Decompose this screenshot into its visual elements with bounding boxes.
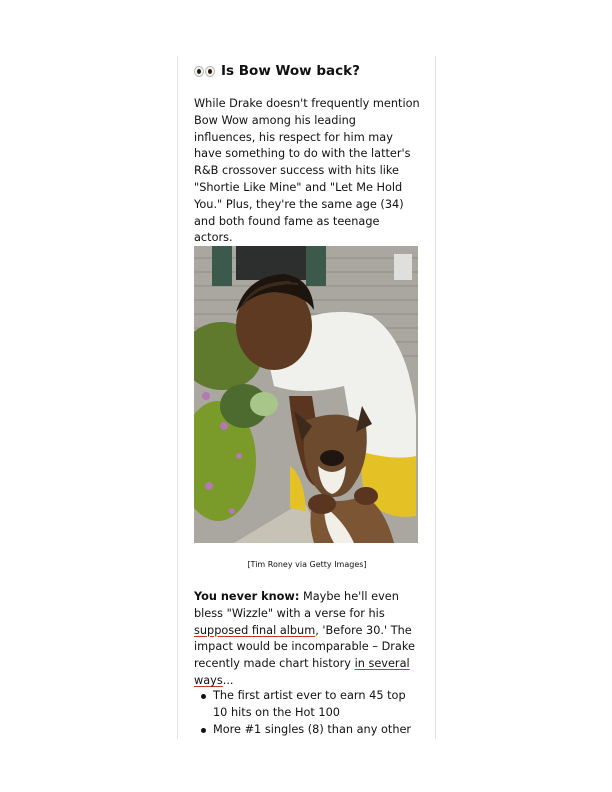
intro-paragraph: While Drake doesn't frequently mention Bow Wow among his leading influences, his respect for him may have something to do with the latter's R&B crossover success with hits like "Shortie Like Mine" and "Let Me Hold You." Plus, they're the same age (34) and both found fame as teenage actors. [194,97,420,245]
photo-caption: [Tim Roney via Getty Images] [247,560,367,569]
list-item: More #1 singles (8) than any other [194,722,420,739]
bow-wow-photo [194,246,418,543]
final-album-link[interactable]: supposed final album [194,623,316,637]
chart-history-link[interactable]: in several ways [194,657,410,687]
stats-list [194,688,420,738]
body-paragraph [194,589,420,690]
list-item: The first artist ever to earn 45 top 10 hits on the Hot 100 [194,688,420,722]
body-text-1: Maybe he'll even bless "Wizzle" with a verse for his [194,590,399,620]
lead-in: You never know: [194,590,300,603]
eyes-emoji-icon [194,66,215,77]
section-headline [194,62,420,80]
body-text-2: , 'Before 30.' The impact would be incomparable – Drake recently made chart history [194,623,415,671]
headline-text: Is Bow Wow back? [221,63,360,79]
newsletter-column [177,56,436,739]
body-text-3: ... [222,673,234,687]
